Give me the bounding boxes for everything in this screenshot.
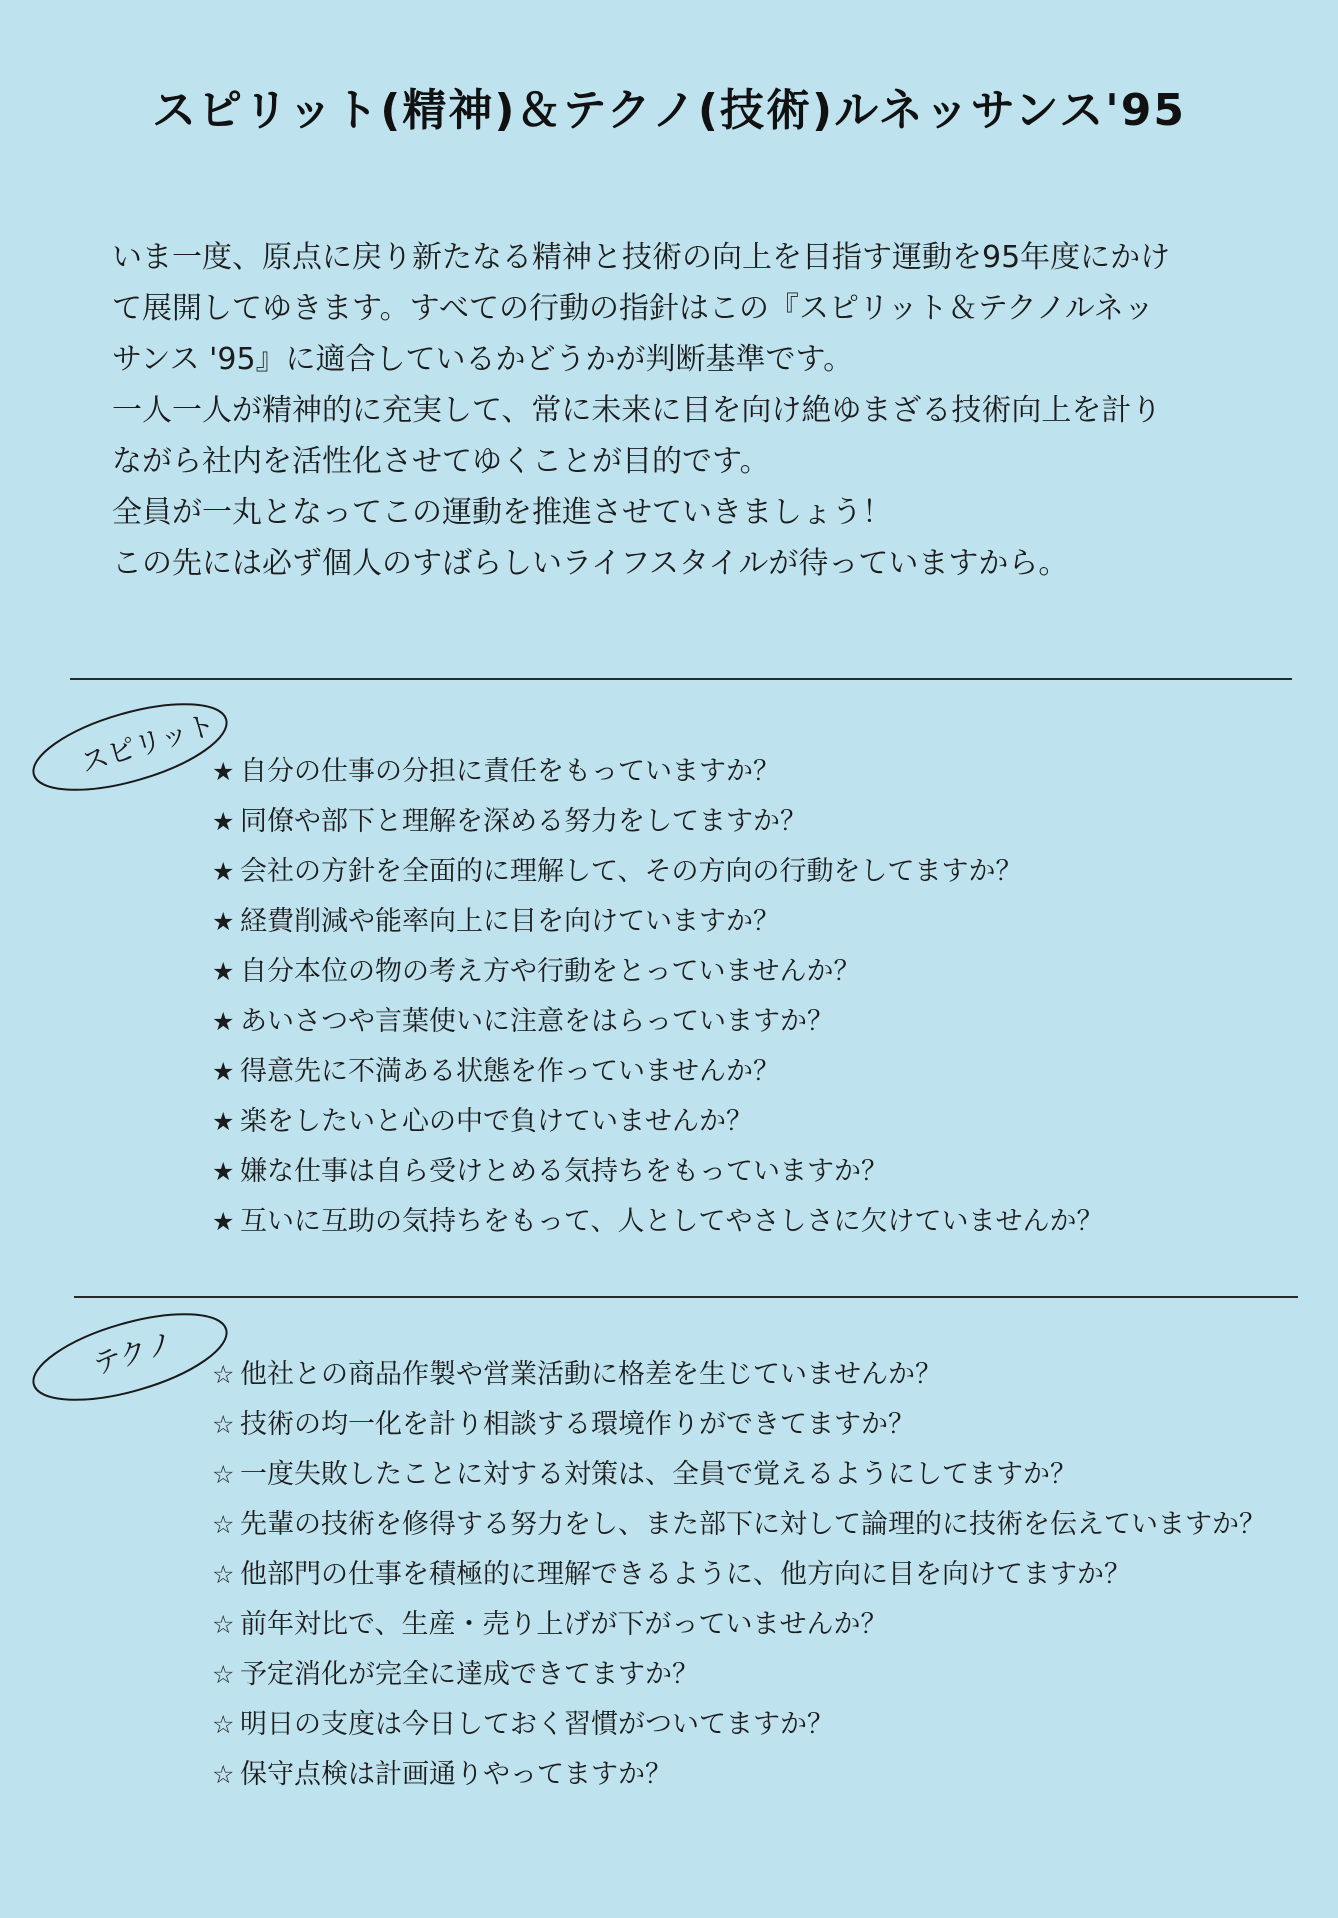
list-item [212,1097,1103,1147]
list-item [212,1400,1266,1450]
spirit-section-label [20,702,240,778]
white-star-icon: ☆ [212,1760,235,1789]
item-text: 他部門の仕事を積極的に理解できるように、他方向に目を向けてますか？ [240,1559,1131,1590]
intro-line: いま一度、原点に戻り新たなる精神と技術の向上を目指す運動を95年度にかけ [112,240,1171,275]
item-text: 予定消化が完全に達成できてますか？ [240,1659,699,1690]
page-title: スピリット(精神)＆テクノ(技術)ルネッサンス'95 [152,85,1186,136]
list-item [212,1350,1266,1400]
list-item [212,1750,1266,1800]
item-text: 得意先に不満ある状態を作っていませんか？ [240,1056,780,1087]
item-text: 先輩の技術を修得する努力をし、また部下に対して論理的に技術を伝えていますか？ [240,1509,1266,1540]
list-item [212,1700,1266,1750]
black-star-icon: ★ [212,1107,235,1136]
item-text: 自分本位の物の考え方や行動をとっていませんか？ [240,956,861,987]
item-text: 一度失敗したことに対する対策は、全員で覚えるようにしてますか？ [240,1459,1077,1490]
item-text: 前年対比で、生産・売り上げが下がっていませんか？ [240,1609,888,1640]
list-item [212,747,1103,797]
white-star-icon: ☆ [212,1360,235,1389]
list-item [212,797,1103,847]
spirit-checklist [212,747,1103,1247]
item-text: 自分の仕事の分担に責任をもっていますか？ [240,756,780,787]
list-item [212,897,1103,947]
list-item [212,997,1103,1047]
intro-line: サンス '95』に適合しているかどうかが判断基準です。 [112,342,854,377]
intro-line: 全員が一丸となってこの運動を推進させていきましょう！ [112,495,892,530]
item-text: 保守点検は計画通りやってますか？ [240,1759,672,1790]
section-divider [74,1296,1298,1298]
intro-line: て展開してゆきます。すべての行動の指針はこの『スピリット＆テクノルネッ [112,291,1154,326]
white-star-icon: ☆ [212,1560,235,1589]
item-text: 会社の方針を全面的に理解して、その方向の行動をしてますか？ [240,856,1023,887]
item-text: 技術の均一化を計り相談する環境作りができてますか？ [240,1409,915,1440]
techno-checklist [212,1350,1266,1800]
black-star-icon: ★ [212,807,235,836]
item-text: 他社との商品作製や営業活動に格差を生じていませんか？ [240,1359,942,1390]
white-star-icon: ☆ [212,1710,235,1739]
techno-label-text: テクノ [89,1325,178,1382]
list-item [212,1600,1266,1650]
list-item [212,1147,1103,1197]
black-star-icon: ★ [212,907,235,936]
spirit-label-text: スピリット [76,707,220,780]
black-star-icon: ★ [212,1007,235,1036]
white-star-icon: ☆ [212,1660,235,1689]
list-item [212,947,1103,997]
intro-line: この先には必ず個人のすばらしいライフスタイルが待っていますから。 [112,546,1069,581]
black-star-icon: ★ [212,1157,235,1186]
list-item [212,1500,1266,1550]
black-star-icon: ★ [212,1207,235,1236]
item-text: 互いに互助の気持ちをもって、人としてやさしさに欠けていませんか？ [240,1206,1104,1237]
list-item [212,847,1103,897]
item-text: 経費削減や能率向上に目を向けていますか？ [240,906,780,937]
list-item [212,1550,1266,1600]
intro-line: 一人一人が精神的に充実して、常に未来に目を向け絶ゆまざる技術向上を計り [112,393,1162,428]
list-item [212,1450,1266,1500]
white-star-icon: ☆ [212,1510,235,1539]
section-divider [70,678,1292,680]
item-text: 明日の支度は今日しておく習慣がついてますか？ [240,1709,834,1740]
list-item [212,1197,1103,1247]
black-star-icon: ★ [212,957,235,986]
black-star-icon: ★ [212,757,235,786]
item-text: 楽をしたいと心の中で負けていませんか？ [240,1106,753,1137]
item-text: 同僚や部下と理解を深める努力をしてますか？ [240,806,807,837]
intro-line: ながら社内を活性化させてゆくことが目的です。 [112,444,770,479]
white-star-icon: ☆ [212,1410,235,1439]
list-item [212,1047,1103,1097]
black-star-icon: ★ [212,1057,235,1086]
item-text: あいさつや言葉使いに注意をはらっていますか？ [240,1006,834,1037]
black-star-icon: ★ [212,857,235,886]
techno-section-label [20,1312,240,1388]
list-item [212,1650,1266,1700]
intro-paragraph [112,232,1252,589]
white-star-icon: ☆ [212,1610,235,1639]
white-star-icon: ☆ [212,1460,235,1489]
item-text: 嫌な仕事は自ら受けとめる気持ちをもっていますか？ [240,1156,888,1187]
